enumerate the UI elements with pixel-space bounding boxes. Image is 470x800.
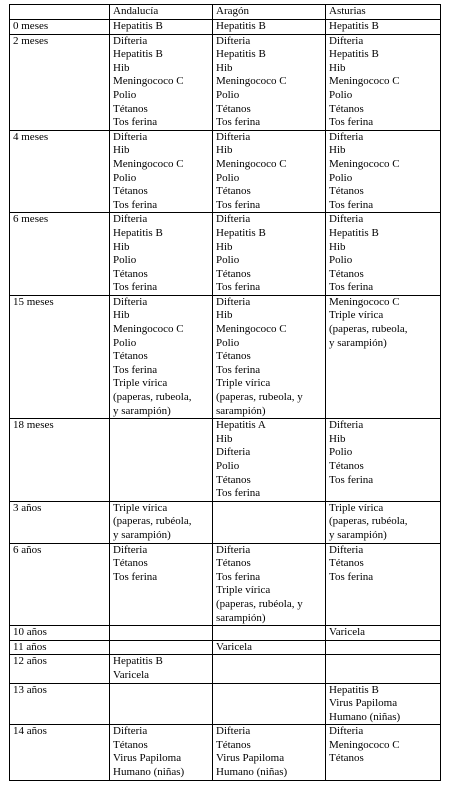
vaccine-line: Hib [216,144,233,157]
vaccine-line: Triple vírica [216,584,271,597]
vaccine-cell-aragon [213,725,326,780]
vaccine-line: Tos ferina [216,363,261,376]
vaccine-line: Meningococo C [329,738,400,751]
vaccine-cell-asturias [326,725,441,780]
vaccine-line: Tos ferina [113,281,158,294]
vaccine-line: Polio [216,336,240,349]
vaccine-line: Hib [216,61,233,74]
age-cell: 11 años [10,640,110,655]
vaccine-line: (paperas, rubéola, [329,515,408,528]
vaccine-cell-asturias [326,640,441,655]
vaccine-line: Tos ferina [216,116,261,129]
age-cell: 14 años [10,725,110,780]
vaccine-cell-asturias [326,20,441,35]
vaccine-line: Polio [216,88,240,101]
vaccine-line: Virus Papiloma [216,752,285,765]
vaccine-line: Hepatitis B [216,48,266,61]
vaccine-line: Tétanos [329,267,364,280]
table-row [10,34,441,130]
vaccine-cell-aragon [213,683,326,725]
vaccine-cell-andalucia [110,501,213,543]
vaccine-cell-aragon [213,213,326,296]
vaccine-line: Polio [216,171,240,184]
vaccine-line: Tétanos [113,185,148,198]
vaccine-line: Humano (niñas) [329,710,401,723]
vaccine-cell-asturias [326,34,441,130]
vaccine-line: Difteria [113,130,148,143]
vaccine-line: Meningococo C [329,295,400,308]
vaccine-line: Hib [113,240,130,253]
vaccine-line: (paperas, rubeola, [329,323,408,336]
vaccine-line: sarampión) [216,404,266,417]
vaccine-line: Tos ferina [113,116,158,129]
vaccine-line: Meningococo C [329,75,400,88]
vaccine-cell-aragon [213,626,326,641]
vaccine-cell-andalucia [110,626,213,641]
vaccine-line: Hepatitis B [113,226,163,239]
table-row [10,640,441,655]
vaccine-cell-aragon [213,419,326,502]
vaccine-line: Hepatitis B [329,226,379,239]
vaccine-line: Tétanos [113,738,148,751]
vaccine-line: Virus Papiloma [113,752,182,765]
vaccine-line: Meningococo C [113,157,184,170]
vaccine-line: Difteria [329,213,364,226]
table-row [10,213,441,296]
vaccine-line: Tos ferina [216,487,261,500]
vaccine-line: Difteria [329,130,364,143]
vaccine-line: Tétanos [329,185,364,198]
table-row [10,501,441,543]
vaccine-line: sarampión) [216,611,266,624]
vaccine-cell-asturias [326,213,441,296]
vaccine-line: y sarampión) [113,528,171,541]
vaccine-line: Difteria [113,725,148,738]
table-row [10,20,441,35]
vaccine-cell-asturias [326,130,441,213]
vaccine-line: Hepatitis A [216,419,266,432]
vaccine-line: Difteria [329,34,364,47]
vaccine-cell-andalucia [110,640,213,655]
table-row [10,543,441,626]
age-cell: 0 meses [10,20,110,35]
vaccine-line: Hepatitis B [216,226,266,239]
table-body [10,20,441,781]
vaccine-line: Hib [216,240,233,253]
vaccine-line: Meningococo C [216,75,287,88]
vaccine-cell-asturias [326,683,441,725]
vaccine-line: Tos ferina [216,570,261,583]
vaccine-cell-aragon [213,130,326,213]
table-row [10,419,441,502]
vaccine-line: Triple vírica [113,377,168,390]
vaccine-line: Virus Papiloma [329,697,398,710]
vaccine-cell-andalucia [110,213,213,296]
age-cell: 12 años [10,655,110,683]
vaccine-line: (paperas, rubéola, y [216,597,303,610]
vaccine-line: Hepatitis B [329,683,379,696]
vaccine-line: Tétanos [216,185,251,198]
vaccine-line: Tétanos [113,267,148,280]
age-cell: 15 meses [10,295,110,418]
vaccine-line: Difteria [329,543,364,556]
age-cell: 6 meses [10,213,110,296]
table-header-row [10,5,441,20]
vaccine-line: Meningococo C [329,157,400,170]
vaccine-cell-aragon [213,20,326,35]
vaccine-line: Tos ferina [113,363,158,376]
vaccine-line: Polio [113,336,137,349]
vaccine-line: Hib [329,432,346,445]
vaccine-line: Polio [329,88,353,101]
header-cell-age [10,5,110,20]
header-cell-asturias: Asturias [326,5,441,20]
vaccine-line: Tos ferina [329,198,374,211]
vaccine-line: Varicela [113,668,150,681]
vaccine-cell-aragon [213,295,326,418]
vaccine-line: Hib [216,309,233,322]
vaccine-line: Tos ferina [329,116,374,129]
vaccine-line: Meningococo C [113,75,184,88]
vaccine-line: Meningococo C [216,157,287,170]
vaccine-line: Polio [216,254,240,267]
vaccine-line: Polio [113,254,137,267]
vaccine-line: Triple vírica [216,377,271,390]
vaccination-calendar-table [9,4,441,781]
table-row [10,295,441,418]
vaccine-line: Hib [329,144,346,157]
vaccine-cell-aragon [213,34,326,130]
vaccine-line: Polio [113,171,137,184]
vaccine-cell-andalucia [110,419,213,502]
table-row [10,683,441,725]
vaccine-cell-andalucia [110,655,213,683]
vaccine-line: Humano (niñas) [113,766,185,779]
vaccine-line: Hepatitis B [113,48,163,61]
vaccine-cell-andalucia [110,130,213,213]
vaccine-line: Difteria [216,446,251,459]
vaccine-line: Difteria [329,419,364,432]
vaccine-cell-aragon [213,655,326,683]
vaccine-cell-andalucia [110,295,213,418]
vaccine-line: Humano (niñas) [216,766,288,779]
vaccine-line: Tétanos [216,350,251,363]
vaccine-line: (paperas, rubéola, [113,515,192,528]
vaccine-line: Meningococo C [216,323,287,336]
vaccine-line: Difteria [113,543,148,556]
vaccine-line: y sarampión) [329,336,387,349]
age-cell: 4 meses [10,130,110,213]
vaccine-cell-aragon [213,543,326,626]
vaccine-line: (paperas, rubeola, [113,391,192,404]
vaccine-cell-asturias [326,295,441,418]
vaccine-line: Hib [216,432,233,445]
vaccine-line: Hepatitis B [113,655,163,668]
vaccine-line: Tétanos [329,557,364,570]
vaccine-line: Difteria [216,543,251,556]
vaccine-line: (paperas, rubeola, y [216,391,303,404]
vaccine-line: Tétanos [329,752,364,765]
vaccine-line: Polio [329,171,353,184]
vaccine-line: Hib [113,144,130,157]
vaccine-cell-aragon [213,640,326,655]
age-cell: 10 años [10,626,110,641]
vaccine-line: Tétanos [216,557,251,570]
vaccine-line: Difteria [216,34,251,47]
header-cell-andalucia: Andalucía [110,5,213,20]
vaccine-line: Triple vírica [329,501,384,514]
vaccine-cell-asturias [326,626,441,641]
vaccine-line: Hib [329,240,346,253]
vaccine-line: Tétanos [216,267,251,280]
vaccine-line: Tétanos [113,350,148,363]
vaccine-cell-andalucia [110,34,213,130]
table-row [10,130,441,213]
vaccine-cell-asturias [326,501,441,543]
vaccine-line: Polio [329,446,353,459]
age-cell: 6 años [10,543,110,626]
vaccine-line: Difteria [113,295,148,308]
vaccine-line: Meningococo C [113,323,184,336]
vaccine-line: Tétanos [329,102,364,115]
vaccine-line: Tétanos [113,557,148,570]
vaccine-line: Tos ferina [329,570,374,583]
age-cell: 18 meses [10,419,110,502]
vaccine-line: Tétanos [329,460,364,472]
vaccine-cell-andalucia [110,543,213,626]
vaccine-line: Hib [113,309,130,322]
vaccine-cell-aragon [213,501,326,543]
vaccine-line: Hepatitis B [329,20,379,32]
vaccine-line: Triple vírica [329,309,384,322]
table-row [10,626,441,641]
vaccine-line: Tétanos [216,102,251,115]
header-cell-aragon: Aragón [213,5,326,20]
vaccine-line: Hib [113,61,130,74]
vaccine-line: Difteria [216,295,251,308]
vaccine-line: Tos ferina [216,198,261,211]
vaccine-line: Hib [329,61,346,74]
vaccine-line: Tétanos [216,473,251,486]
vaccine-cell-andalucia [110,683,213,725]
vaccine-line: Tos ferina [329,473,374,486]
vaccine-line: Hepatitis B [329,48,379,61]
vaccine-line: Tos ferina [113,570,158,583]
vaccine-line: Hepatitis B [113,20,163,32]
vaccine-line: Hepatitis B [216,20,266,32]
age-cell: 3 años [10,501,110,543]
vaccine-line: y sarampión) [113,404,171,417]
vaccine-cell-asturias [326,655,441,683]
age-cell: 13 años [10,683,110,725]
vaccine-line: Tos ferina [113,198,158,211]
vaccine-line: Tétanos [216,738,251,751]
vaccine-cell-asturias [326,543,441,626]
vaccine-line: Varicela [216,640,253,653]
age-cell: 2 meses [10,34,110,130]
table-row [10,725,441,780]
vaccine-cell-andalucia [110,725,213,780]
table-row [10,655,441,683]
vaccine-line: Triple vírica [113,501,168,514]
vaccine-line: Difteria [113,213,148,226]
vaccine-line: Varicela [329,626,366,639]
vaccine-line: Polio [329,254,353,267]
vaccine-line: Difteria [216,130,251,143]
vaccine-line: Polio [113,88,137,101]
vaccine-line: Difteria [113,34,148,47]
vaccine-line: Difteria [329,725,364,738]
vaccine-line: Tos ferina [329,281,374,294]
vaccine-cell-andalucia [110,20,213,35]
vaccine-line: Tétanos [113,102,148,115]
vaccine-line: y sarampión) [329,528,387,541]
vaccine-line: Difteria [216,213,251,226]
vaccine-line: Difteria [216,725,251,738]
vaccine-line: Tos ferina [216,281,261,294]
vaccine-cell-asturias [326,419,441,502]
vaccine-line: Polio [216,460,240,472]
